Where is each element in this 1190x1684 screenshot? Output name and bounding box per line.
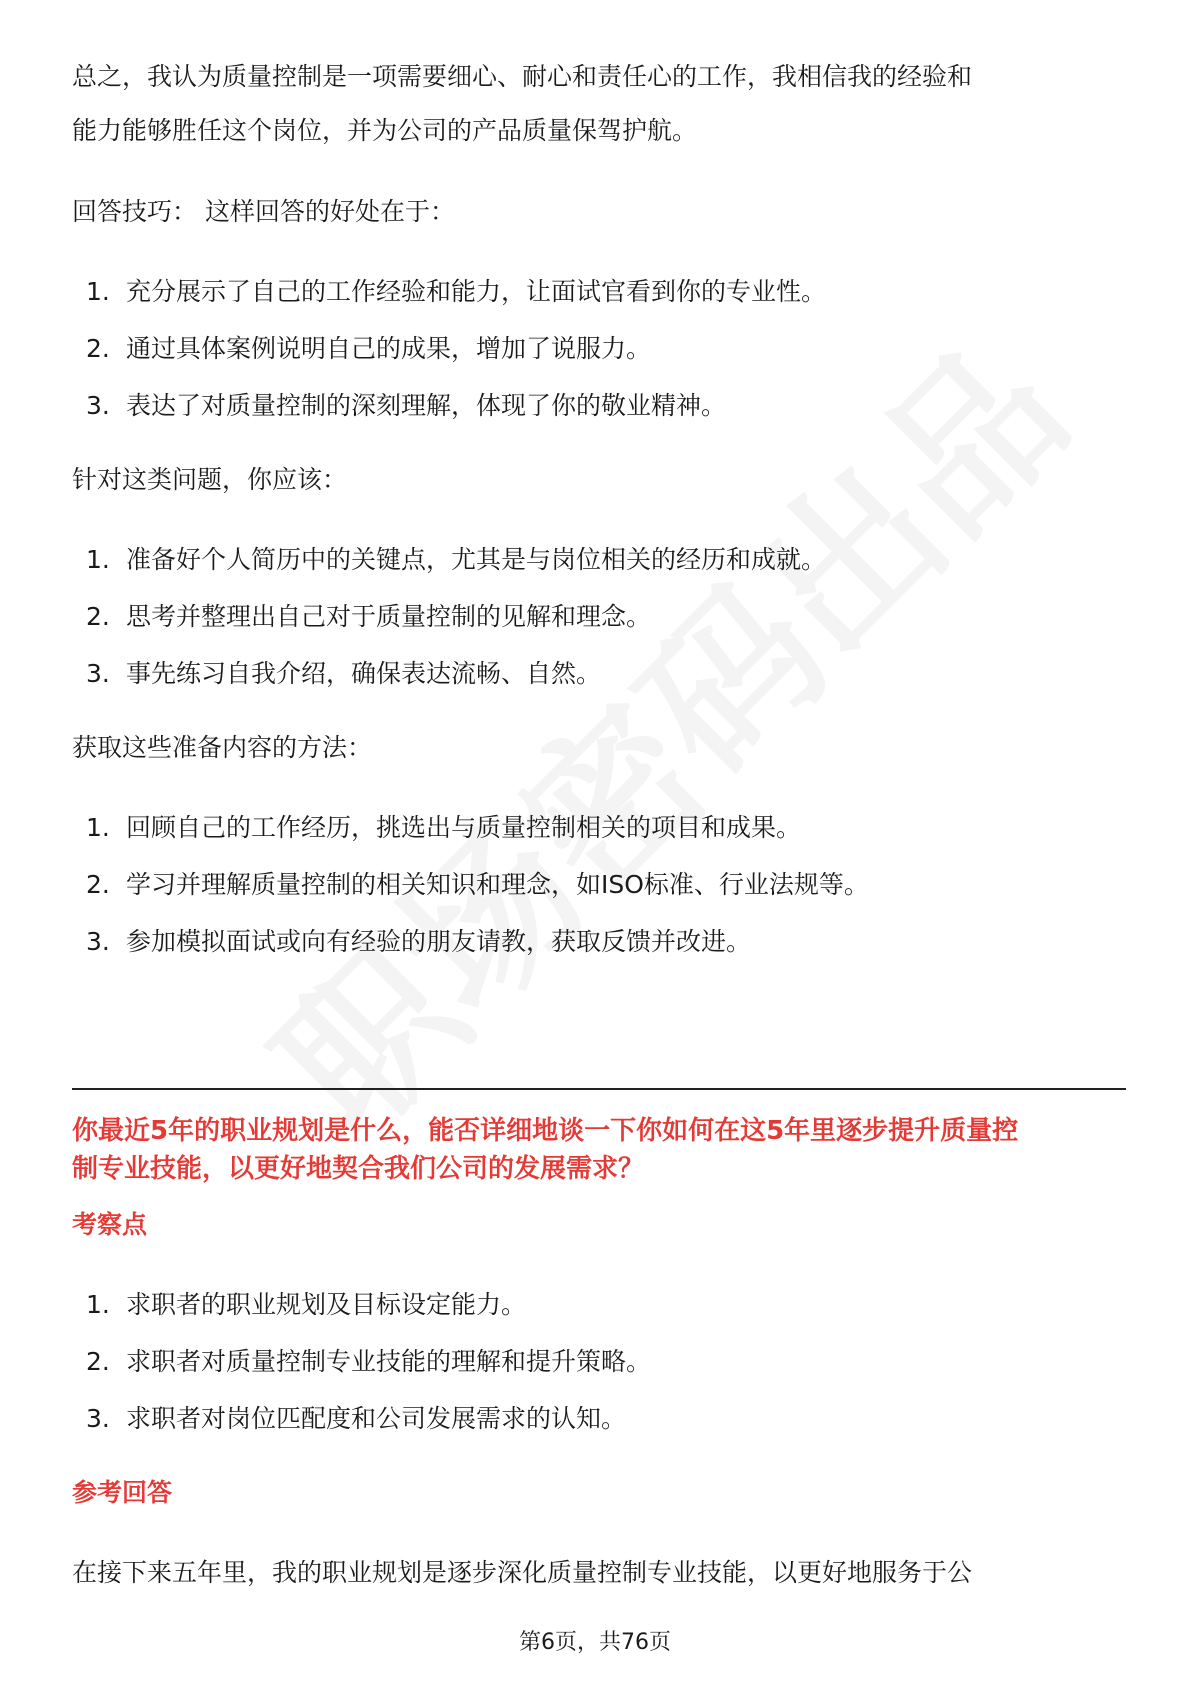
tips-list (72, 275, 1132, 446)
list-text: 求职者对岗位匹配度和公司发展需求的认知。 (126, 1404, 627, 1433)
list-text: 事先练习自我介绍，确保表达流畅、自然。 (126, 659, 602, 688)
should-list (72, 543, 1132, 714)
list-number: 1. (86, 813, 110, 842)
intro-line-2: 能力能够胜任这个岗位，并为公司的产品质量保驾护航。 (72, 116, 698, 145)
answer-heading: 参考回答 (72, 1478, 173, 1507)
list-item (72, 332, 1132, 389)
list-number: 1. (86, 277, 110, 306)
list-item (72, 925, 1132, 982)
list-number: 3. (86, 391, 110, 420)
list-text: 表达了对质量控制的深刻理解，体现了你的敬业精神。 (126, 391, 727, 420)
list-item (72, 657, 1132, 714)
list-item (72, 275, 1132, 332)
intro-paragraph (72, 50, 1132, 158)
list-number: 1. (86, 545, 110, 574)
list-number: 3. (86, 1404, 110, 1433)
should-heading: 针对这类问题，你应该： (72, 465, 348, 494)
list-item (72, 543, 1132, 600)
list-number: 2. (86, 870, 110, 899)
question-line-1: 你最近5年的职业规划是什么，能否详细地谈一下你如何在这5年里逐步提升质量控 (72, 1116, 1019, 1146)
list-text: 回顾自己的工作经历，挑选出与质量控制相关的项目和成果。 (126, 813, 802, 842)
intro-line-1: 总之，我认为质量控制是一项需要细心、耐心和责任心的工作，我相信我的经验和 (72, 62, 973, 91)
list-item (72, 1402, 1132, 1459)
list-text: 参加模拟面试或向有经验的朋友请教，获取反馈并改进。 (126, 927, 752, 956)
list-text: 通过具体案例说明自己的成果，增加了说服力。 (126, 334, 652, 363)
page-number: 第6页，共76页 (519, 1630, 671, 1655)
tips-heading: 回答技巧： 这样回答的好处在于： (72, 197, 455, 226)
question-title (72, 1112, 1142, 1188)
list-text: 充分展示了自己的工作经验和能力，让面试官看到你的专业性。 (126, 277, 827, 306)
list-item (72, 811, 1132, 868)
list-item (72, 1288, 1132, 1345)
list-text: 思考并整理出自己对于质量控制的见解和理念。 (126, 602, 652, 631)
list-text: 准备好个人简历中的关键点，尤其是与岗位相关的经历和成就。 (126, 545, 827, 574)
list-item (72, 868, 1132, 925)
list-number: 3. (86, 927, 110, 956)
methods-heading: 获取这些准备内容的方法： (72, 733, 373, 762)
list-number: 2. (86, 602, 110, 631)
list-text: 学习并理解质量控制的相关知识和理念，如ISO标准、行业法规等。 (126, 870, 869, 899)
question-line-2: 制专业技能，以更好地契合我们公司的发展需求？ (72, 1154, 645, 1184)
list-number: 2. (86, 334, 110, 363)
list-item (72, 600, 1132, 657)
methods-list (72, 811, 1132, 982)
list-text: 求职者的职业规划及目标设定能力。 (126, 1290, 527, 1319)
list-text: 求职者对质量控制专业技能的理解和提升策略。 (126, 1347, 652, 1376)
answer-paragraph: 在接下来五年里，我的职业规划是逐步深化质量控制专业技能，以更好地服务于公 (72, 1558, 973, 1587)
list-number: 3. (86, 659, 110, 688)
list-item (72, 389, 1132, 446)
points-heading: 考察点 (72, 1210, 148, 1239)
list-number: 1. (86, 1290, 110, 1319)
list-number: 2. (86, 1347, 110, 1376)
list-item (72, 1345, 1132, 1402)
section-divider (72, 1088, 1126, 1090)
points-list (72, 1288, 1132, 1459)
